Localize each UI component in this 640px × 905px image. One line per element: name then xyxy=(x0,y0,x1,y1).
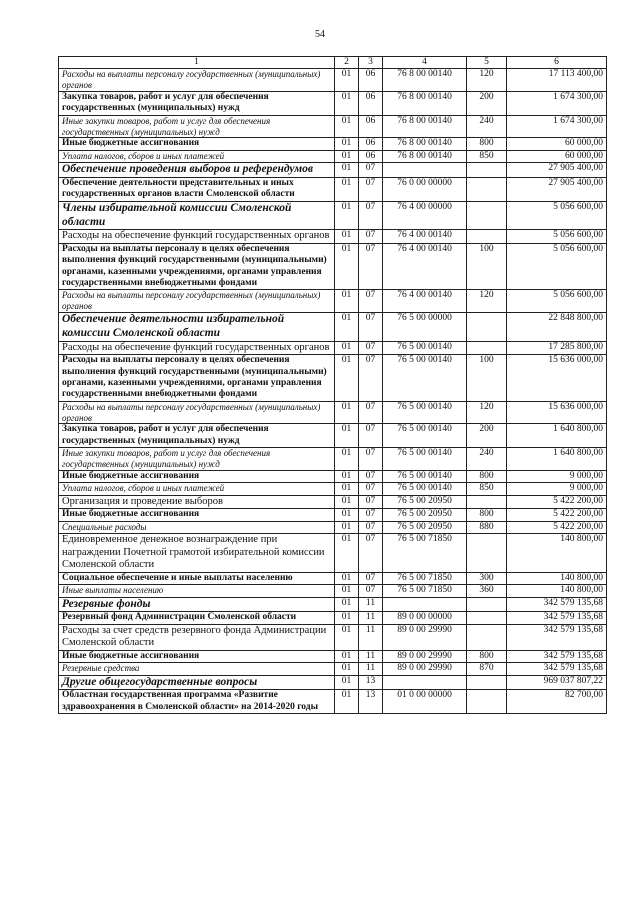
row-target-article: 76 0 00 00000 xyxy=(383,177,467,201)
row-subsection-code: 07 xyxy=(359,163,383,178)
row-target-article: 76 5 00 20950 xyxy=(383,509,467,521)
row-expense-type xyxy=(467,341,507,355)
row-name: Расходы на выплаты персоналу в целях обеспечения выполнения функций государственными (муниципальными) органами, казенными учреждениями, органами управления государственными внебюджетными фондами xyxy=(59,355,335,402)
row-expense-type: 200 xyxy=(467,424,507,448)
row-name: Областная государственная программа «Развитие здравоохранения в Смоленской области» на 2014-2020 годы xyxy=(59,690,335,714)
row-name: Обеспечение деятельности избирательной комиссии Смоленской области xyxy=(59,313,335,342)
row-expense-type: 300 xyxy=(467,572,507,584)
column-number-header xyxy=(59,57,607,69)
row-target-article: 76 5 00 71850 xyxy=(383,585,467,597)
row-target-article: 76 8 00 00140 xyxy=(383,115,467,138)
row-expense-type xyxy=(467,612,507,624)
row-amount: 140 800,00 xyxy=(507,533,607,572)
row-section-code: 01 xyxy=(335,495,359,509)
table-row xyxy=(59,448,607,471)
row-amount: 342 579 135,68 xyxy=(507,650,607,662)
row-target-article: 76 5 00 71850 xyxy=(383,572,467,584)
row-amount: 9 000,00 xyxy=(507,470,607,482)
table-row xyxy=(59,150,607,162)
row-section-code: 01 xyxy=(335,163,359,178)
row-section-code: 01 xyxy=(335,572,359,584)
row-subsection-code: 07 xyxy=(359,201,383,230)
row-subsection-code: 11 xyxy=(359,624,383,650)
row-subsection-code: 07 xyxy=(359,401,383,424)
row-expense-type: 800 xyxy=(467,509,507,521)
row-expense-type xyxy=(467,495,507,509)
table-row xyxy=(59,650,607,662)
row-amount: 22 848 800,00 xyxy=(507,313,607,342)
row-section-code: 01 xyxy=(335,290,359,313)
row-name: Резервные средства xyxy=(59,663,335,675)
row-name: Иные бюджетные ассигнования xyxy=(59,509,335,521)
row-subsection-code: 07 xyxy=(359,341,383,355)
row-expense-type xyxy=(467,597,507,612)
row-target-article: 76 4 00 00140 xyxy=(383,243,467,290)
row-amount: 342 579 135,68 xyxy=(507,597,607,612)
header-cell: 2 xyxy=(335,57,359,69)
row-expense-type: 880 xyxy=(467,521,507,533)
budget-table xyxy=(58,56,607,714)
row-amount: 342 579 135,68 xyxy=(507,663,607,675)
row-section-code: 01 xyxy=(335,201,359,230)
row-name: Расходы на выплаты персоналу государственных (муниципальных) органов xyxy=(59,401,335,424)
row-name: Иные закупки товаров, работ и услуг для обеспечения государственных (муниципальных) нужд xyxy=(59,448,335,471)
row-expense-type xyxy=(467,177,507,201)
table-row xyxy=(59,470,607,482)
row-target-article: 76 8 00 00140 xyxy=(383,138,467,150)
row-name: Члены избирательной комиссии Смоленской области xyxy=(59,201,335,230)
row-amount: 5 056 600,00 xyxy=(507,201,607,230)
table-row xyxy=(59,230,607,244)
table-row xyxy=(59,355,607,402)
row-amount: 17 285 800,00 xyxy=(507,341,607,355)
row-subsection-code: 07 xyxy=(359,483,383,495)
row-name: Иные бюджетные ассигнования xyxy=(59,138,335,150)
table-row xyxy=(59,495,607,509)
table-row xyxy=(59,533,607,572)
row-name: Организация и проведение выборов xyxy=(59,495,335,509)
row-name: Другие общегосударственные вопросы xyxy=(59,675,335,690)
row-amount: 140 800,00 xyxy=(507,572,607,584)
table-row xyxy=(59,201,607,230)
row-target-article: 76 5 00 00140 xyxy=(383,470,467,482)
row-subsection-code: 07 xyxy=(359,572,383,584)
table-row xyxy=(59,243,607,290)
table-row xyxy=(59,401,607,424)
row-target-article: 76 5 00 20950 xyxy=(383,495,467,509)
row-amount: 15 636 000,00 xyxy=(507,355,607,402)
row-amount: 342 579 135,68 xyxy=(507,624,607,650)
row-name: Расходы на обеспечение функций государственных органов xyxy=(59,230,335,244)
row-name: Закупка товаров, работ и услуг для обеспечения государственных (муниципальных) нужд xyxy=(59,424,335,448)
row-subsection-code: 07 xyxy=(359,521,383,533)
table-row xyxy=(59,597,607,612)
row-name: Уплата налогов, сборов и иных платежей xyxy=(59,483,335,495)
row-amount: 5 422 200,00 xyxy=(507,521,607,533)
row-target-article: 89 0 00 29990 xyxy=(383,663,467,675)
row-subsection-code: 07 xyxy=(359,585,383,597)
row-name: Резервные фонды xyxy=(59,597,335,612)
row-amount: 5 422 200,00 xyxy=(507,495,607,509)
table-row xyxy=(59,509,607,521)
row-expense-type: 850 xyxy=(467,483,507,495)
row-expense-type: 360 xyxy=(467,585,507,597)
row-name: Обеспечение проведения выборов и референдумов xyxy=(59,163,335,178)
row-target-article: 89 0 00 29990 xyxy=(383,624,467,650)
row-expense-type: 850 xyxy=(467,150,507,162)
row-expense-type: 870 xyxy=(467,663,507,675)
row-section-code: 01 xyxy=(335,483,359,495)
row-amount: 15 636 000,00 xyxy=(507,401,607,424)
header-cell: 5 xyxy=(467,57,507,69)
row-target-article: 76 4 00 00000 xyxy=(383,201,467,230)
row-amount: 9 000,00 xyxy=(507,483,607,495)
row-name: Иные выплаты населению xyxy=(59,585,335,597)
row-expense-type: 100 xyxy=(467,243,507,290)
table-row xyxy=(59,138,607,150)
row-section-code: 01 xyxy=(335,177,359,201)
row-amount: 27 905 400,00 xyxy=(507,163,607,178)
header-cell: 6 xyxy=(507,57,607,69)
row-section-code: 01 xyxy=(335,150,359,162)
table-row xyxy=(59,163,607,178)
row-target-article: 76 5 00 00140 xyxy=(383,341,467,355)
row-section-code: 01 xyxy=(335,675,359,690)
row-section-code: 01 xyxy=(335,115,359,138)
row-section-code: 01 xyxy=(335,341,359,355)
table-row xyxy=(59,483,607,495)
row-amount: 140 800,00 xyxy=(507,585,607,597)
row-section-code: 01 xyxy=(335,91,359,115)
row-subsection-code: 06 xyxy=(359,91,383,115)
row-section-code: 01 xyxy=(335,230,359,244)
row-expense-type: 200 xyxy=(467,91,507,115)
row-amount: 5 056 600,00 xyxy=(507,290,607,313)
table-row xyxy=(59,313,607,342)
table-row xyxy=(59,585,607,597)
row-subsection-code: 07 xyxy=(359,509,383,521)
row-expense-type: 100 xyxy=(467,355,507,402)
row-expense-type xyxy=(467,675,507,690)
row-name: Социальное обеспечение и иные выплаты населению xyxy=(59,572,335,584)
row-expense-type xyxy=(467,690,507,714)
table-row xyxy=(59,690,607,714)
row-section-code: 01 xyxy=(335,690,359,714)
row-expense-type xyxy=(467,163,507,178)
row-expense-type: 800 xyxy=(467,138,507,150)
table-row xyxy=(59,115,607,138)
row-amount: 1 640 800,00 xyxy=(507,448,607,471)
row-subsection-code: 07 xyxy=(359,290,383,313)
row-section-code: 01 xyxy=(335,597,359,612)
table-row xyxy=(59,177,607,201)
row-expense-type: 120 xyxy=(467,69,507,92)
row-amount: 342 579 135,68 xyxy=(507,612,607,624)
table-row xyxy=(59,572,607,584)
row-section-code: 01 xyxy=(335,663,359,675)
row-section-code: 01 xyxy=(335,533,359,572)
row-target-article xyxy=(383,597,467,612)
row-subsection-code: 07 xyxy=(359,470,383,482)
row-target-article: 76 5 00 00140 xyxy=(383,401,467,424)
row-subsection-code: 06 xyxy=(359,150,383,162)
row-name: Обеспечение деятельности представительных и иных государственных органов власти Смоленской области xyxy=(59,177,335,201)
row-section-code: 01 xyxy=(335,313,359,342)
row-subsection-code: 07 xyxy=(359,355,383,402)
row-expense-type: 800 xyxy=(467,650,507,662)
row-amount: 5 422 200,00 xyxy=(507,509,607,521)
row-amount: 5 056 600,00 xyxy=(507,243,607,290)
row-subsection-code: 07 xyxy=(359,243,383,290)
row-subsection-code: 07 xyxy=(359,313,383,342)
table-row xyxy=(59,675,607,690)
row-section-code: 01 xyxy=(335,355,359,402)
row-target-article: 76 5 00 00140 xyxy=(383,483,467,495)
table-row xyxy=(59,91,607,115)
table-row xyxy=(59,521,607,533)
table-row xyxy=(59,612,607,624)
row-expense-type xyxy=(467,230,507,244)
header-cell: 4 xyxy=(383,57,467,69)
row-expense-type: 120 xyxy=(467,290,507,313)
row-amount: 969 037 807,22 xyxy=(507,675,607,690)
row-target-article: 76 5 00 00140 xyxy=(383,424,467,448)
table-row xyxy=(59,424,607,448)
row-name: Единовременное денежное вознаграждение при награждении Почетной грамотой избирательной комиссии Смоленской области xyxy=(59,533,335,572)
row-name: Закупка товаров, работ и услуг для обеспечения государственных (муниципальных) нужд xyxy=(59,91,335,115)
row-amount: 1 640 800,00 xyxy=(507,424,607,448)
row-subsection-code: 07 xyxy=(359,533,383,572)
row-name: Расходы на выплаты персоналу государственных (муниципальных) органов xyxy=(59,69,335,92)
row-amount: 1 674 300,00 xyxy=(507,115,607,138)
row-name: Резервный фонд Администрации Смоленской области xyxy=(59,612,335,624)
row-section-code: 01 xyxy=(335,470,359,482)
row-subsection-code: 11 xyxy=(359,663,383,675)
row-subsection-code: 07 xyxy=(359,495,383,509)
row-target-article: 76 8 00 00140 xyxy=(383,150,467,162)
row-target-article: 89 0 00 00000 xyxy=(383,612,467,624)
row-expense-type xyxy=(467,201,507,230)
row-section-code: 01 xyxy=(335,243,359,290)
row-target-article: 01 0 00 00000 xyxy=(383,690,467,714)
row-subsection-code: 06 xyxy=(359,138,383,150)
row-name: Уплата налогов, сборов и иных платежей xyxy=(59,150,335,162)
row-target-article: 76 8 00 00140 xyxy=(383,91,467,115)
row-amount: 17 113 400,00 xyxy=(507,69,607,92)
row-section-code: 01 xyxy=(335,509,359,521)
row-expense-type: 240 xyxy=(467,115,507,138)
table-row xyxy=(59,341,607,355)
row-target-article: 89 0 00 29990 xyxy=(383,650,467,662)
row-expense-type: 800 xyxy=(467,470,507,482)
row-target-article xyxy=(383,675,467,690)
row-target-article: 76 5 00 20950 xyxy=(383,521,467,533)
row-expense-type xyxy=(467,533,507,572)
row-target-article: 76 8 00 00140 xyxy=(383,69,467,92)
row-subsection-code: 13 xyxy=(359,675,383,690)
table-row xyxy=(59,69,607,92)
row-target-article: 76 4 00 00140 xyxy=(383,290,467,313)
row-section-code: 01 xyxy=(335,424,359,448)
page-number: 54 xyxy=(315,29,325,40)
row-name: Иные закупки товаров, работ и услуг для обеспечения государственных (муниципальных) нужд xyxy=(59,115,335,138)
row-name: Иные бюджетные ассигнования xyxy=(59,470,335,482)
row-section-code: 01 xyxy=(335,448,359,471)
row-name: Иные бюджетные ассигнования xyxy=(59,650,335,662)
row-target-article: 76 5 00 71850 xyxy=(383,533,467,572)
row-name: Специальные расходы xyxy=(59,521,335,533)
row-name: Расходы за счет средств резервного фонда Администрации Смоленской области xyxy=(59,624,335,650)
row-subsection-code: 07 xyxy=(359,177,383,201)
row-subsection-code: 07 xyxy=(359,230,383,244)
row-section-code: 01 xyxy=(335,521,359,533)
row-amount: 60 000,00 xyxy=(507,138,607,150)
row-expense-type: 120 xyxy=(467,401,507,424)
row-section-code: 01 xyxy=(335,650,359,662)
row-subsection-code: 11 xyxy=(359,650,383,662)
row-subsection-code: 13 xyxy=(359,690,383,714)
row-amount: 1 674 300,00 xyxy=(507,91,607,115)
row-expense-type xyxy=(467,624,507,650)
row-section-code: 01 xyxy=(335,612,359,624)
row-section-code: 01 xyxy=(335,138,359,150)
row-subsection-code: 11 xyxy=(359,612,383,624)
row-section-code: 01 xyxy=(335,624,359,650)
row-subsection-code: 06 xyxy=(359,69,383,92)
row-subsection-code: 07 xyxy=(359,448,383,471)
row-name: Расходы на выплаты персоналу государственных (муниципальных) органов xyxy=(59,290,335,313)
row-amount: 60 000,00 xyxy=(507,150,607,162)
row-subsection-code: 06 xyxy=(359,115,383,138)
row-section-code: 01 xyxy=(335,585,359,597)
row-target-article: 76 4 00 00140 xyxy=(383,230,467,244)
table-row xyxy=(59,663,607,675)
table-row xyxy=(59,624,607,650)
row-expense-type: 240 xyxy=(467,448,507,471)
row-section-code: 01 xyxy=(335,401,359,424)
row-target-article: 76 5 00 00140 xyxy=(383,448,467,471)
row-name: Расходы на обеспечение функций государственных органов xyxy=(59,341,335,355)
header-cell: 1 xyxy=(59,57,335,69)
row-section-code: 01 xyxy=(335,69,359,92)
row-subsection-code: 11 xyxy=(359,597,383,612)
row-subsection-code: 07 xyxy=(359,424,383,448)
row-target-article xyxy=(383,163,467,178)
row-expense-type xyxy=(467,313,507,342)
row-target-article: 76 5 00 00140 xyxy=(383,355,467,402)
row-target-article: 76 5 00 00000 xyxy=(383,313,467,342)
row-amount: 27 905 400,00 xyxy=(507,177,607,201)
row-name: Расходы на выплаты персоналу в целях обеспечения выполнения функций государственными (муниципальными) органами, казенными учреждениями, органами управления государственными внебюджетными фондами xyxy=(59,243,335,290)
header-cell: 3 xyxy=(359,57,383,69)
row-amount: 82 700,00 xyxy=(507,690,607,714)
row-amount: 5 056 600,00 xyxy=(507,230,607,244)
table-row xyxy=(59,290,607,313)
